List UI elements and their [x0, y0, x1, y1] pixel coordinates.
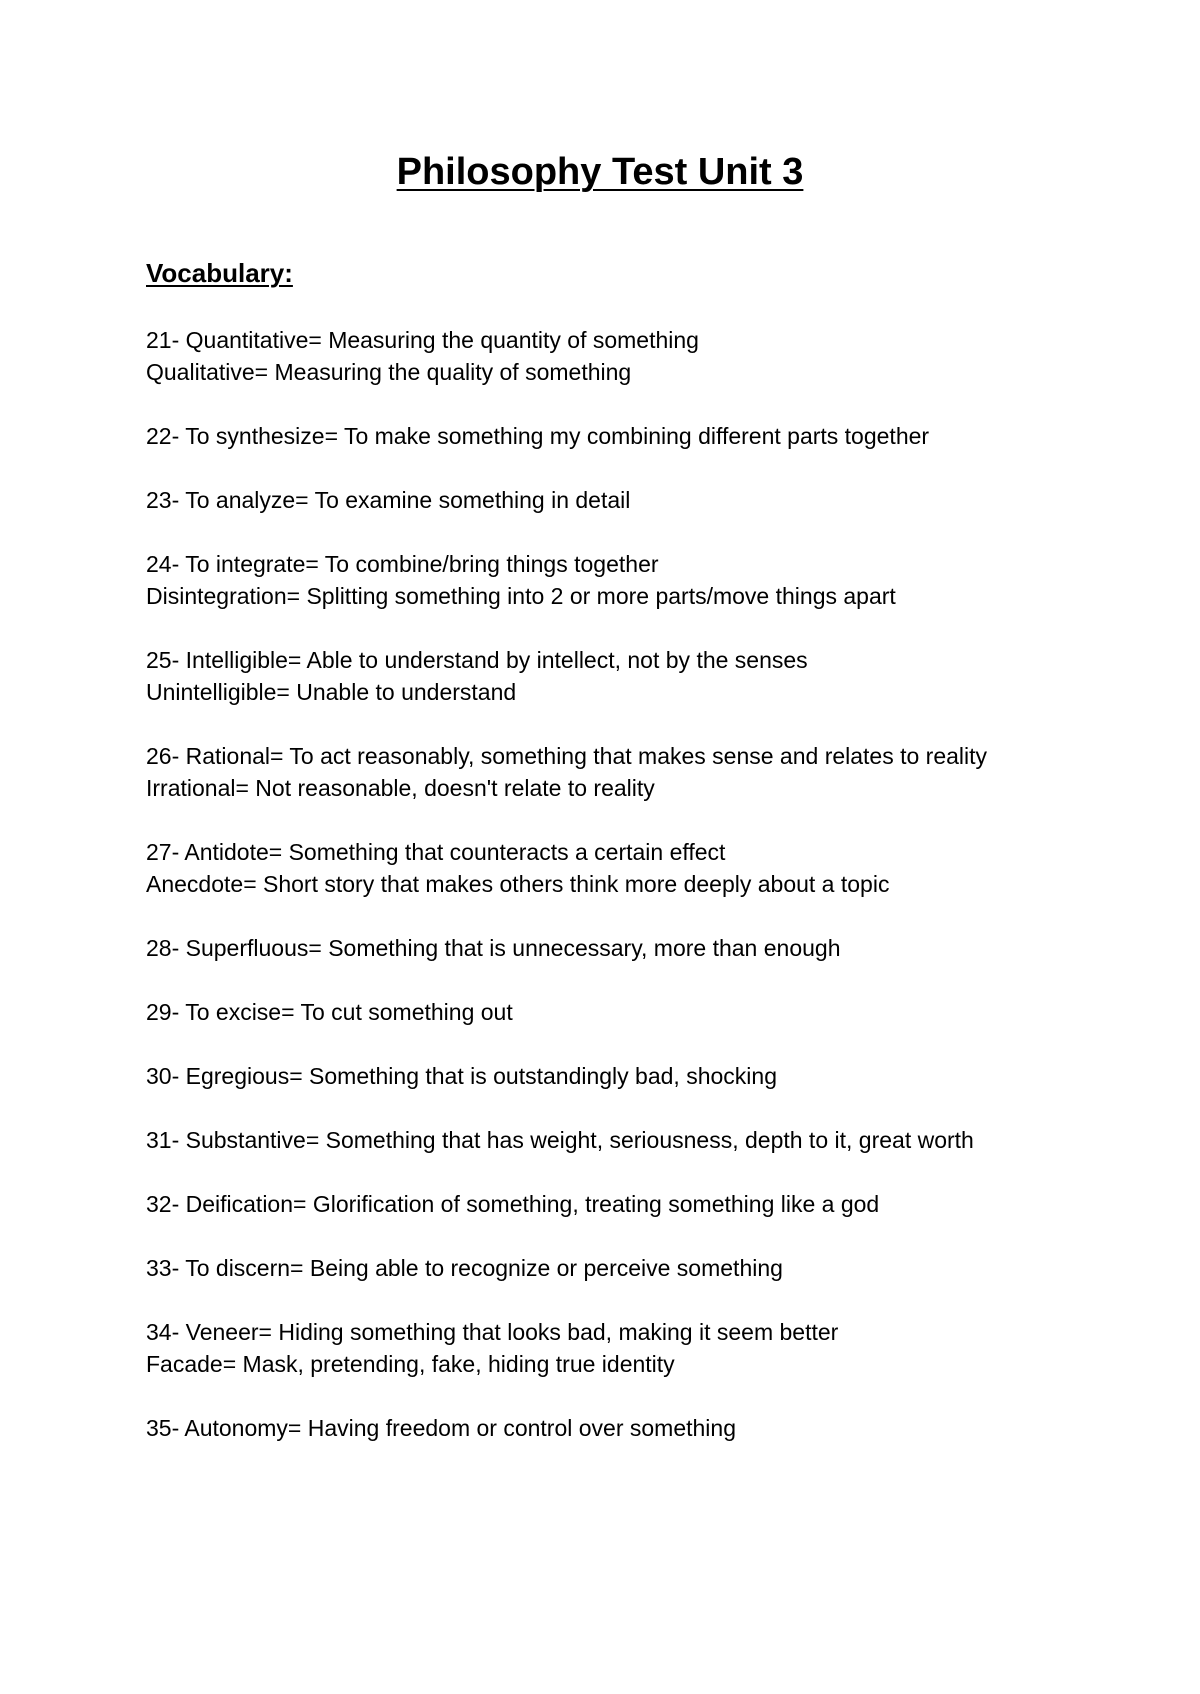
vocab-term-line: 34- Veneer= Hiding something that looks bad, making it seem better	[146, 1319, 839, 1345]
vocab-related-term-line: Disintegration= Splitting something into 2 or more parts/move things apart	[146, 583, 896, 609]
vocab-term-line: 29- To excise= To cut something out	[146, 999, 513, 1025]
vocab-entry	[146, 740, 1146, 804]
vocab-entry	[146, 1316, 1146, 1380]
vocab-term-line: 22- To synthesize= To make something my combining different parts together	[146, 423, 930, 449]
vocabulary-list	[146, 324, 1146, 1476]
vocab-term-line: 27- Antidote= Something that counteracts a certain effect	[146, 839, 726, 865]
vocab-related-term-line: Qualitative= Measuring the quality of something	[146, 359, 632, 385]
vocab-entry	[146, 644, 1146, 708]
section-heading-vocabulary: Vocabulary:	[146, 258, 293, 288]
vocab-term-line: 23- To analyze= To examine something in detail	[146, 487, 631, 513]
vocab-entry	[146, 996, 1146, 1028]
vocab-related-term-line: Anecdote= Short story that makes others think more deeply about a topic	[146, 871, 890, 897]
vocab-entry	[146, 1060, 1146, 1092]
vocab-entry	[146, 1188, 1146, 1220]
vocab-term-line: 25- Intelligible= Able to understand by intellect, not by the senses	[146, 647, 808, 673]
vocab-entry	[146, 484, 1146, 516]
vocab-term-line: 24- To integrate= To combine/bring things together	[146, 551, 659, 577]
vocab-related-term-line: Facade= Mask, pretending, fake, hiding true identity	[146, 1351, 675, 1377]
vocab-entry	[146, 836, 1146, 900]
vocab-entry	[146, 420, 1146, 452]
vocab-entry	[146, 324, 1146, 388]
vocab-entry	[146, 1252, 1146, 1284]
vocab-term-line: 31- Substantive= Something that has weight, seriousness, depth to it, great worth	[146, 1127, 974, 1153]
vocab-term-line: 26- Rational= To act reasonably, something that makes sense and relates to reality	[146, 743, 988, 769]
vocab-related-term-line: Irrational= Not reasonable, doesn't relate to reality	[146, 775, 655, 801]
vocab-term-line: 30- Egregious= Something that is outstandingly bad, shocking	[146, 1063, 777, 1089]
vocab-entry	[146, 548, 1146, 612]
vocab-entry	[146, 932, 1146, 964]
vocab-term-line: 32- Deification= Glorification of something, treating something like a god	[146, 1191, 880, 1217]
vocab-entry	[146, 1124, 1146, 1156]
vocab-entry	[146, 1412, 1146, 1444]
page-title: Philosophy Test Unit 3	[396, 151, 804, 193]
vocab-related-term-line: Unintelligible= Unable to understand	[146, 679, 517, 705]
vocab-term-line: 33- To discern= Being able to recognize or perceive something	[146, 1255, 783, 1281]
vocab-term-line: 28- Superfluous= Something that is unnecessary, more than enough	[146, 935, 841, 961]
vocab-term-line: 21- Quantitative= Measuring the quantity of something	[146, 327, 699, 353]
vocab-term-line: 35- Autonomy= Having freedom or control over something	[146, 1415, 737, 1441]
